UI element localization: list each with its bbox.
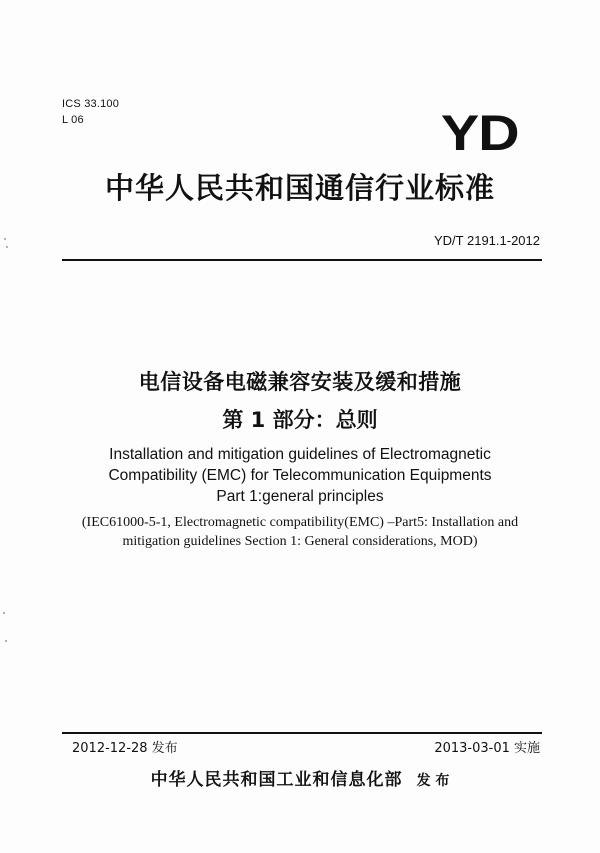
en-title-line1: Installation and mitigation guidelines of Electromagnetic xyxy=(109,446,491,463)
issuer-name: 中华人民共和国工业和信息化部 xyxy=(150,770,403,790)
yd-logo: YD xyxy=(440,105,518,161)
issuer-line xyxy=(0,765,600,790)
standard-title: 中华人民共和国通信行业标准 xyxy=(104,171,495,205)
classification-codes xyxy=(62,97,119,129)
en-title-line2: Compatibility (EMC) for Telecommunication Equipments xyxy=(108,467,492,484)
ics-code: ICS 33.100 xyxy=(62,98,120,110)
mod-reference-line1: (IEC61000-5-1, Electromagnetic compatibility(EMC) –Part5: Installation and xyxy=(81,515,519,530)
scan-speck xyxy=(6,246,8,248)
cn-title-line2: 第 1 部分：总则 xyxy=(222,408,378,432)
scan-speck xyxy=(5,640,7,642)
issue-date: 2012-12-28 发布 xyxy=(72,741,178,756)
en-title xyxy=(0,444,600,507)
cn-title-line1: 电信设备电磁兼容安装及缓和措施 xyxy=(138,370,462,394)
mod-reference xyxy=(0,513,600,551)
mod-reference-line2: mitigation guidelines Section 1: General considerations, MOD) xyxy=(122,534,478,549)
top-divider xyxy=(62,259,542,261)
en-title-line3: Part 1:general principles xyxy=(216,488,384,505)
bottom-divider xyxy=(62,732,542,734)
effective-date: 2013-03-01 实施 xyxy=(434,741,540,756)
issuer-action: 发 布 xyxy=(416,773,450,789)
scan-speck xyxy=(4,238,6,240)
standard-number: YD/T 2191.1-2012 xyxy=(434,233,540,248)
scan-speck xyxy=(3,612,5,614)
class-code: L 06 xyxy=(62,114,84,126)
